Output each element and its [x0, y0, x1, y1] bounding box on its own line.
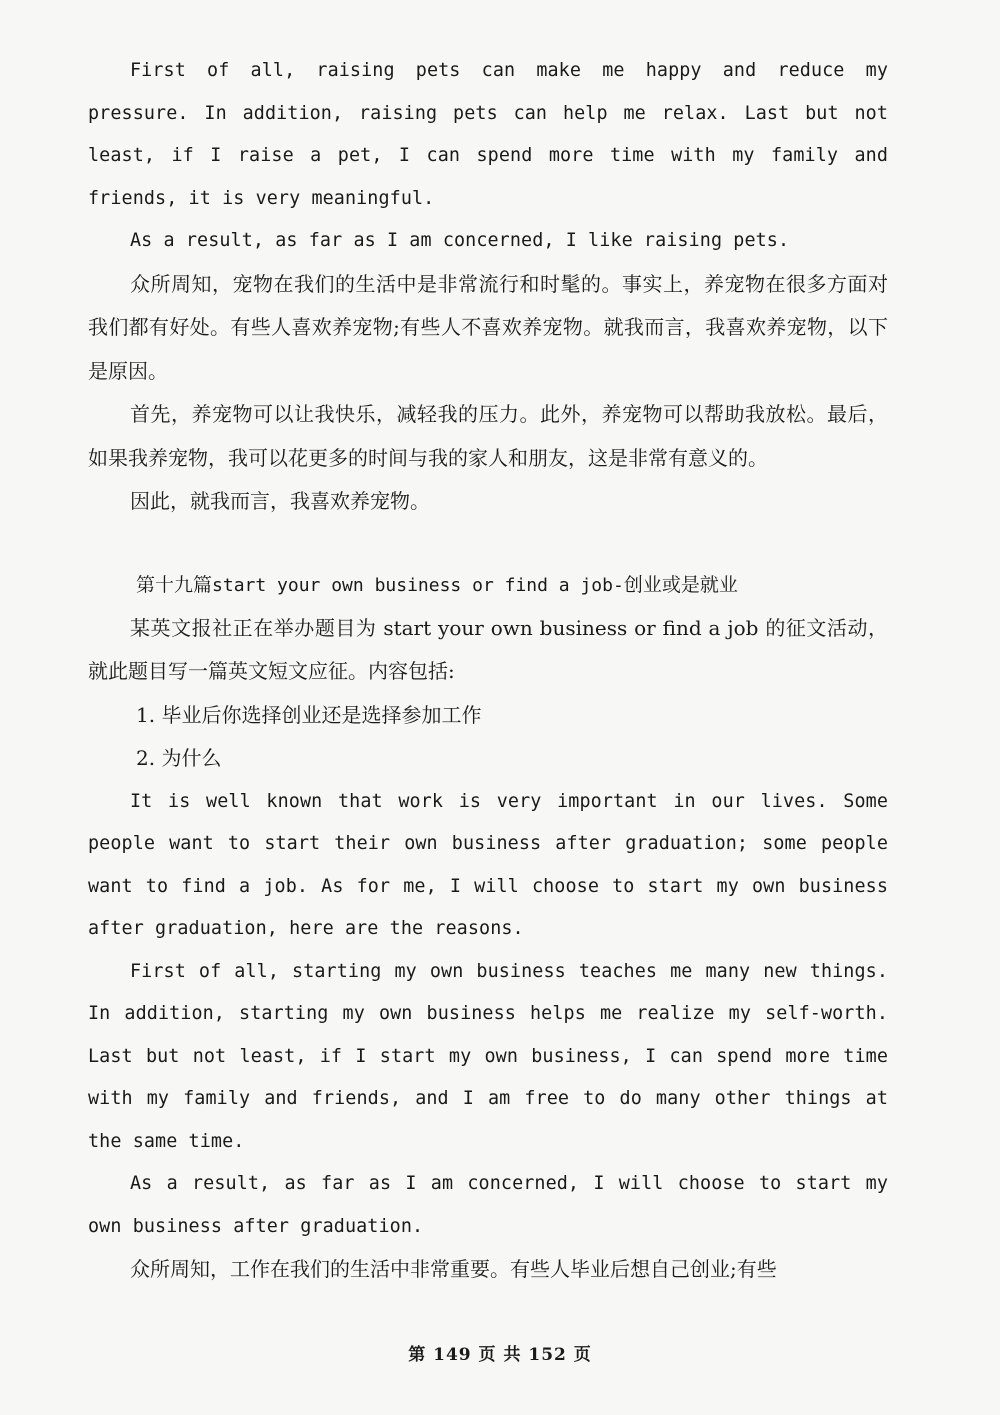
essay-paragraph-reasons: First of all, starting my own business teaches me many new things. In addition, starting my own business helps me realize my self-worth. Last but not least, if I start my own business, I can spend more time with my family and friends, and I am free to do many other things at the same time.	[88, 960, 888, 1152]
section-chinese-title: 创业或是就业	[623, 573, 738, 596]
paragraph-conclusion: As a result, as far as I am concerned, I like raising pets.	[130, 230, 790, 251]
paragraph-translation-intro: 众所周知，宠物在我们的生活中是非常流行和时髦的。事实上，养宠物在很多方面对我们都有好处。有些人喜欢养宠物;有些人不喜欢养宠物。就我而言，我喜欢养宠物，以下是原因。	[88, 271, 888, 383]
section-title	[88, 564, 888, 607]
page-number-footer: 第 149 页 共 152 页	[408, 1345, 592, 1365]
title-separator: -	[612, 574, 624, 596]
essay-paragraph-conclusion: As a result, as far as I am concerned, I will choose to start my own business after graduation.	[88, 1173, 888, 1237]
essay-translation-start: 众所周知，工作在我们的生活中非常重要。有些人毕业后想自己创业;有些	[130, 1257, 777, 1281]
section-number: 第十九篇	[136, 573, 213, 596]
section-prompt: 某英文报社正在举办题目为 start your own business or find a job 的征文活动，就此题目写一篇英文短文应征。内容包括:	[88, 615, 888, 683]
paragraph-translation-conclusion: 因此，就我而言，我喜欢养宠物。	[130, 489, 430, 513]
section-english-title: start your own business or find a job	[212, 574, 613, 596]
prompt-item-2: 2. 为什么	[136, 746, 222, 770]
page-content	[88, 50, 888, 1292]
essay-paragraph-intro: It is well known that work is very important in our lives. Some people want to start their own business after graduation; some people want to find a job. As for me, I will choose to start my own business after graduation, here are the reasons.	[88, 790, 888, 939]
paragraph-translation-reasons: 首先，养宠物可以让我快乐，减轻我的压力。此外，养宠物可以帮助我放松。最后，如果我养宠物，我可以花更多的时间与我的家人和朋友，这是非常有意义的。	[88, 402, 888, 470]
section-gap	[88, 524, 888, 564]
paragraph-reasons: First of all, raising pets can make me happy and reduce my pressure. In addition, raising pets can help me relax. Last but not least, if I raise a pet, I can spend more time with my family and friends, it is very meaningful.	[88, 60, 888, 209]
prompt-item-1: 1. 毕业后你选择创业还是选择参加工作	[136, 702, 482, 727]
